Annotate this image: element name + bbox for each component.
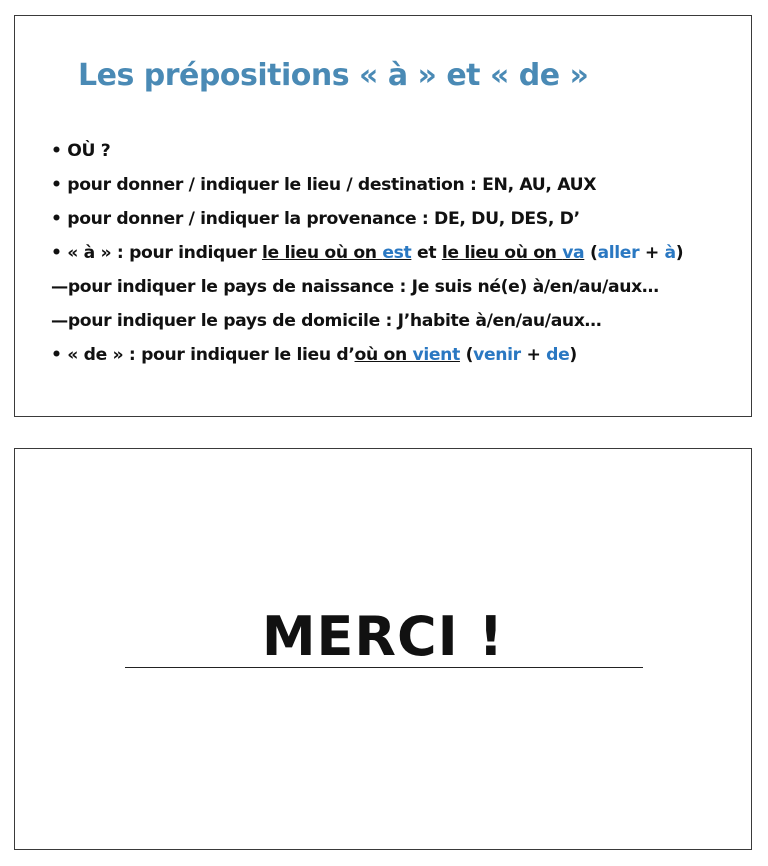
- verb-vient: vient: [412, 345, 460, 365]
- merci-title: MERCI !: [261, 605, 505, 668]
- underlined-lieu-est: [262, 243, 411, 263]
- bullet-ou: • OÙ ?: [51, 141, 111, 161]
- underlined-lieu-va: [442, 243, 584, 263]
- dash-naissance: —pour indiquer le pays de naissance : Je suis né(e) à/en/au/aux…: [51, 277, 659, 297]
- verb-aller: aller: [597, 243, 640, 263]
- prep-a: à: [664, 243, 676, 263]
- verb-venir: venir: [473, 345, 521, 365]
- plus-sign: +: [639, 243, 665, 263]
- paren-close: ): [675, 243, 684, 263]
- paren-close: ): [569, 345, 577, 365]
- bullet-lieu-destination: • pour donner / indiquer le lieu / destination : EN, AU, AUX: [51, 175, 597, 195]
- bullet-provenance: • pour donner / indiquer la provenance : DE, DU, DES, D’: [51, 209, 580, 229]
- verb-est: est: [382, 243, 412, 263]
- verb-va: va: [562, 243, 585, 263]
- lieu-phrase: le lieu où on: [261, 243, 383, 263]
- slide-prepositions: [14, 15, 752, 417]
- paren-open: (: [584, 243, 598, 263]
- bullet-de-lead: • « de » : pour indiquer le lieu d’: [51, 345, 355, 365]
- connector-et: et: [411, 243, 442, 263]
- bullet-list: [51, 134, 683, 372]
- bullet-a-lead: • « à » : pour indiquer: [51, 243, 262, 263]
- bullet-a: [51, 236, 683, 270]
- paren-open: (: [459, 345, 474, 365]
- plus-sign: +: [520, 345, 547, 365]
- underlined-ou-vient: [355, 345, 460, 365]
- prep-de: de: [546, 345, 570, 365]
- slide-title: Les prépositions « à » et « de »: [78, 58, 589, 93]
- ou-on-phrase: où on: [354, 345, 413, 365]
- lieu-phrase: le lieu où on: [441, 243, 563, 263]
- dash-domicile: —pour indiquer le pays de domicile : J’habite à/en/au/aux…: [51, 311, 602, 331]
- title-underline-rule: [125, 667, 643, 668]
- bullet-de: [51, 338, 683, 372]
- slide-merci: [14, 448, 752, 850]
